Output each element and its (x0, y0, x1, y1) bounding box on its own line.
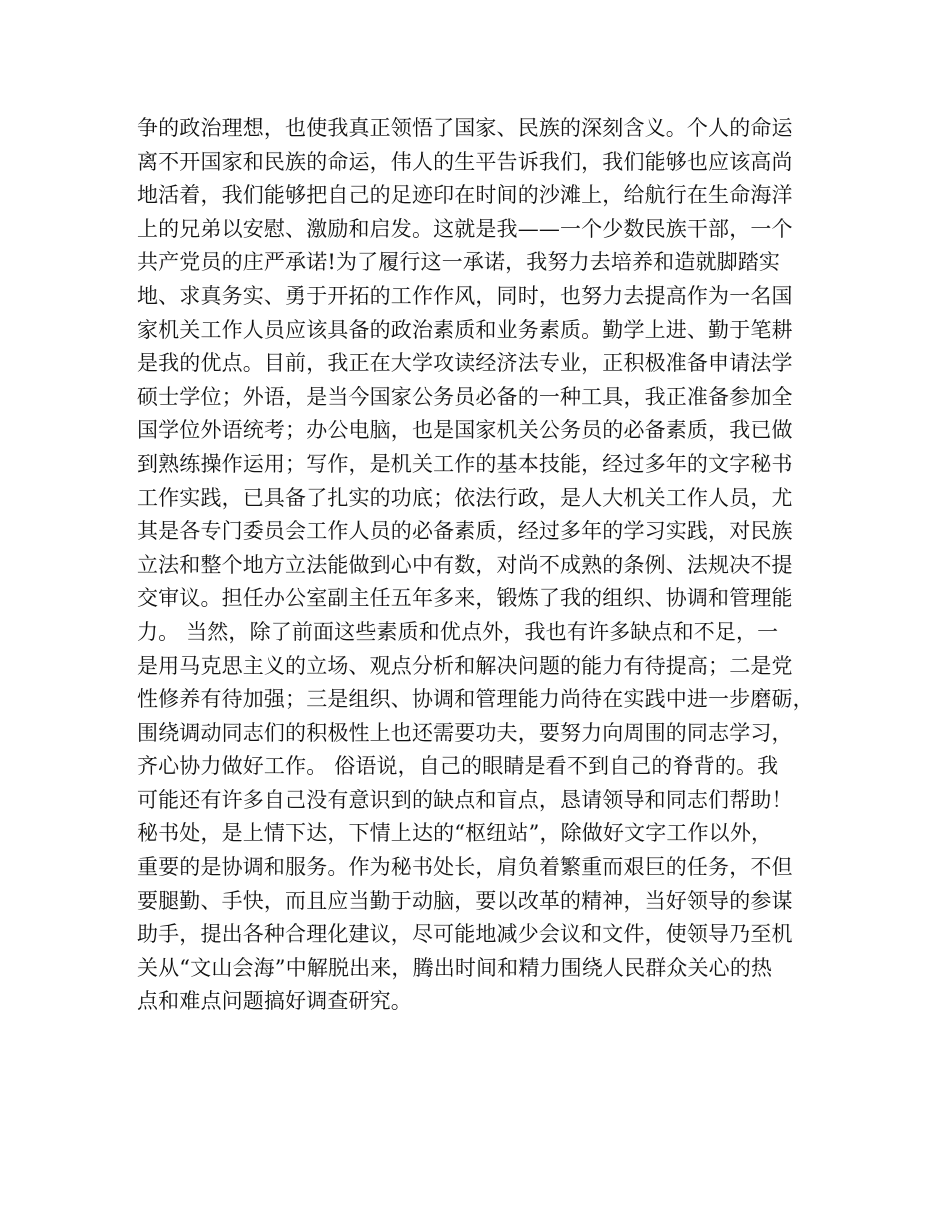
text-line-17: 是用马克思主义的立场、观点分析和解决问题的能力有待提高；二是党 (137, 653, 793, 678)
text-line-16: 力。 当然，除了前面这些素质和优点外，我也有许多缺点和不足，一 (137, 619, 779, 644)
text-line-11: 到熟练操作运用；写作，是机关工作的基本技能，经过多年的文字秘书 (137, 451, 793, 476)
text-line-10: 国学位外语统考；办公电脑，也是国家机关公务员的必备素质，我已做 (137, 418, 793, 443)
text-line-13: 其是各专门委员会工作人员的必备素质，经过多年的学习实践，对民族 (137, 519, 793, 544)
text-line-24: 要腿勤、手快，而且应当勤于动脑，要以改革的精神，当好领导的参谋 (137, 888, 793, 913)
text-line-7: 家机关工作人员应该具备的政治素质和业务素质。勤学上进、勤于笔耕 (137, 317, 793, 342)
text-line-12: 工作实践，已具备了扎实的功底；依法行政，是人大机关工作人员，尤 (137, 485, 793, 510)
text-line-5: 共产党员的庄严承诺!为了履行这一承诺，我努力去培养和造就脚踏实 (137, 250, 781, 275)
text-line-15: 交审议。担任办公室副主任五年多来，锻炼了我的组织、协调和管理能 (137, 586, 793, 611)
text-line-19: 围绕调动同志们的积极性上也还需要功夫，要努力向周围的同志学习， (137, 720, 793, 745)
text-line-2: 离不开国家和民族的命运，伟人的生平告诉我们，我们能够也应该高尚 (137, 149, 793, 174)
text-line-21: 可能还有许多自己没有意识到的缺点和盲点，恳请领导和同志们帮助！ (137, 787, 793, 812)
text-line-6: 地、求真务实、勇于开拓的工作作风，同时，也努力去提高作为一名国 (137, 283, 793, 308)
text-line-1: 争的政治理想，也使我真正领悟了国家、民族的深刻含义。个人的命运 (137, 116, 793, 140)
text-line-27: 点和难点问题搞好调查研究。 (137, 989, 412, 1014)
text-line-9: 硕士学位；外语，是当今国家公务员必备的一种工具，我正准备参加全 (137, 384, 793, 409)
text-line-22: 秘书处，是上情下达，下情上达的“枢纽站”，除做好文字工作以外， (137, 821, 773, 846)
text-line-23: 重要的是协调和服务。作为秘书处长，肩负着繁重而艰巨的任务，不但 (137, 855, 793, 880)
text-line-25: 助手，提出各种合理化建议，尽可能地减少会议和文件，使领导乃至机 (137, 922, 793, 947)
text-line-20: 齐心协力做好工作。 俗语说，自己的眼睛是看不到自己的脊背的。我 (137, 754, 779, 779)
text-line-18: 性修养有待加强；三是组织、协调和管理能力尚待在实践中进一步磨砺， (137, 687, 814, 712)
text-line-14: 立法和整个地方立法能做到心中有数，对尚不成熟的条例、法规决不提 (137, 552, 793, 577)
text-line-3: 地活着，我们能够把自己的足迹印在时间的沙滩上，给航行在生命海洋 (137, 183, 793, 208)
body-text (137, 112, 827, 1019)
text-line-26: 关从“文山会海”中解脱出来，腾出时间和精力围绕人民群众关心的热 (137, 955, 773, 980)
text-line-4: 上的兄弟以安慰、激励和启发。这就是我——一个少数民族干部，一个 (137, 216, 793, 241)
text-line-8: 是我的优点。目前，我正在大学攻读经济法专业，正积极准备申请法学 (137, 351, 793, 376)
